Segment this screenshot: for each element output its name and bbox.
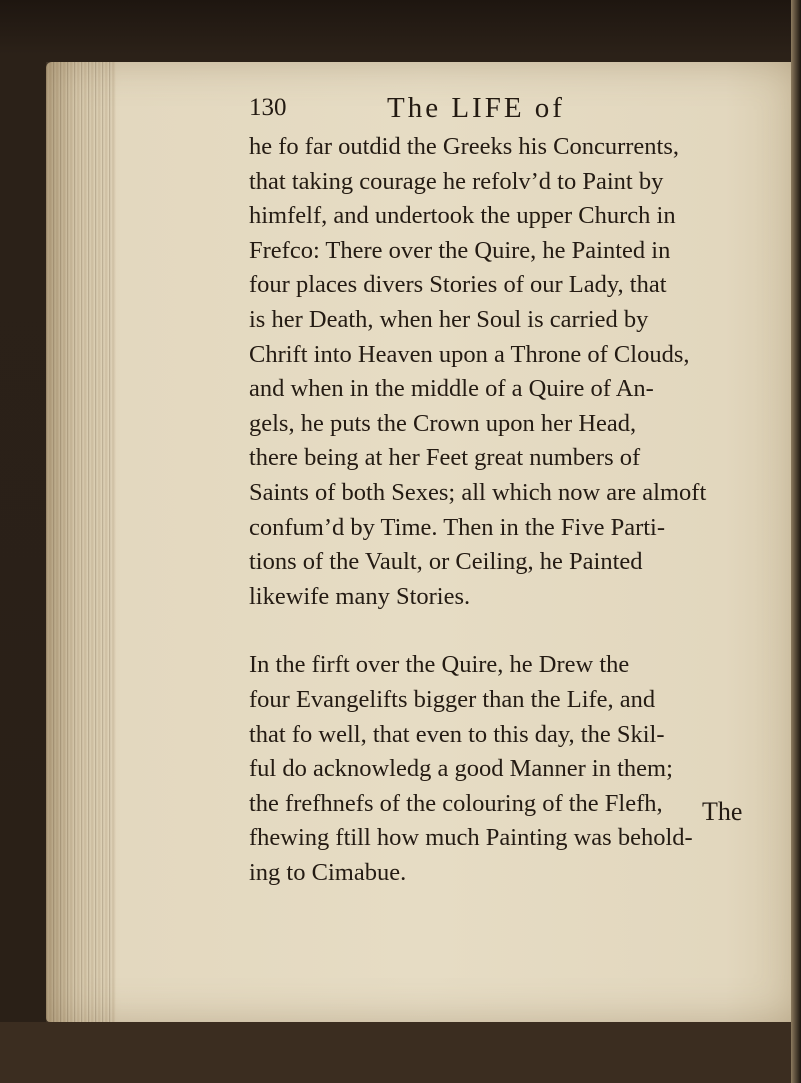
scan-background-right <box>791 0 801 1083</box>
scan-background-bottom <box>0 1022 801 1083</box>
paragraph-gap <box>249 614 769 648</box>
text-line: himfelf, and undertook the upper Church in <box>249 202 676 230</box>
paragraph <box>249 130 769 614</box>
text-line: Chrift into Heaven upon a Throne of Clouds, <box>249 340 690 368</box>
text-line: ing to Cimabue. <box>249 858 407 886</box>
catchword: The <box>702 797 743 826</box>
text-line: four Evangelifts bigger than the Life, and <box>249 685 656 713</box>
text-line: that fo well, that even to this day, the Skil- <box>249 720 665 748</box>
text-line: four places divers Stories of our Lady, that <box>249 271 667 299</box>
page-number: 130 <box>249 94 287 121</box>
text-line: confum’d by Time. Then in the Five Parti- <box>249 513 666 541</box>
text-line: fhewing ftill how much Painting was behold- <box>249 824 693 852</box>
text-line: tions of the Vault, or Ceiling, he Painted <box>249 548 643 576</box>
paragraph <box>249 648 769 890</box>
page-gutter-edge <box>46 62 116 1022</box>
text-line: is her Death, when her Soul is carried by <box>249 305 649 333</box>
text-line: Saints of both Sexes; all which now are almoft <box>249 478 707 506</box>
body-text <box>249 130 769 890</box>
text-line: ful do acknowledg a good Manner in them; <box>249 755 673 783</box>
text-line: and when in the middle of a Quire of An- <box>249 375 654 403</box>
text-line: there being at her Feet great numbers of <box>249 444 641 472</box>
text-line: Frefco: There over the Quire, he Painted in <box>249 236 671 264</box>
text-line: likewife many Stories. <box>249 582 471 610</box>
text-line: gels, he puts the Crown upon her Head, <box>249 409 637 437</box>
text-line: that taking courage he refolv’d to Paint by <box>249 167 664 195</box>
text-line: the frefhnefs of the colouring of the Flefh, <box>249 789 663 817</box>
running-title: The LIFE of <box>387 92 565 124</box>
text-line: In the firft over the Quire, he Drew the <box>249 651 630 679</box>
text-line: he fo far outdid the Greeks his Concurrents, <box>249 133 679 160</box>
